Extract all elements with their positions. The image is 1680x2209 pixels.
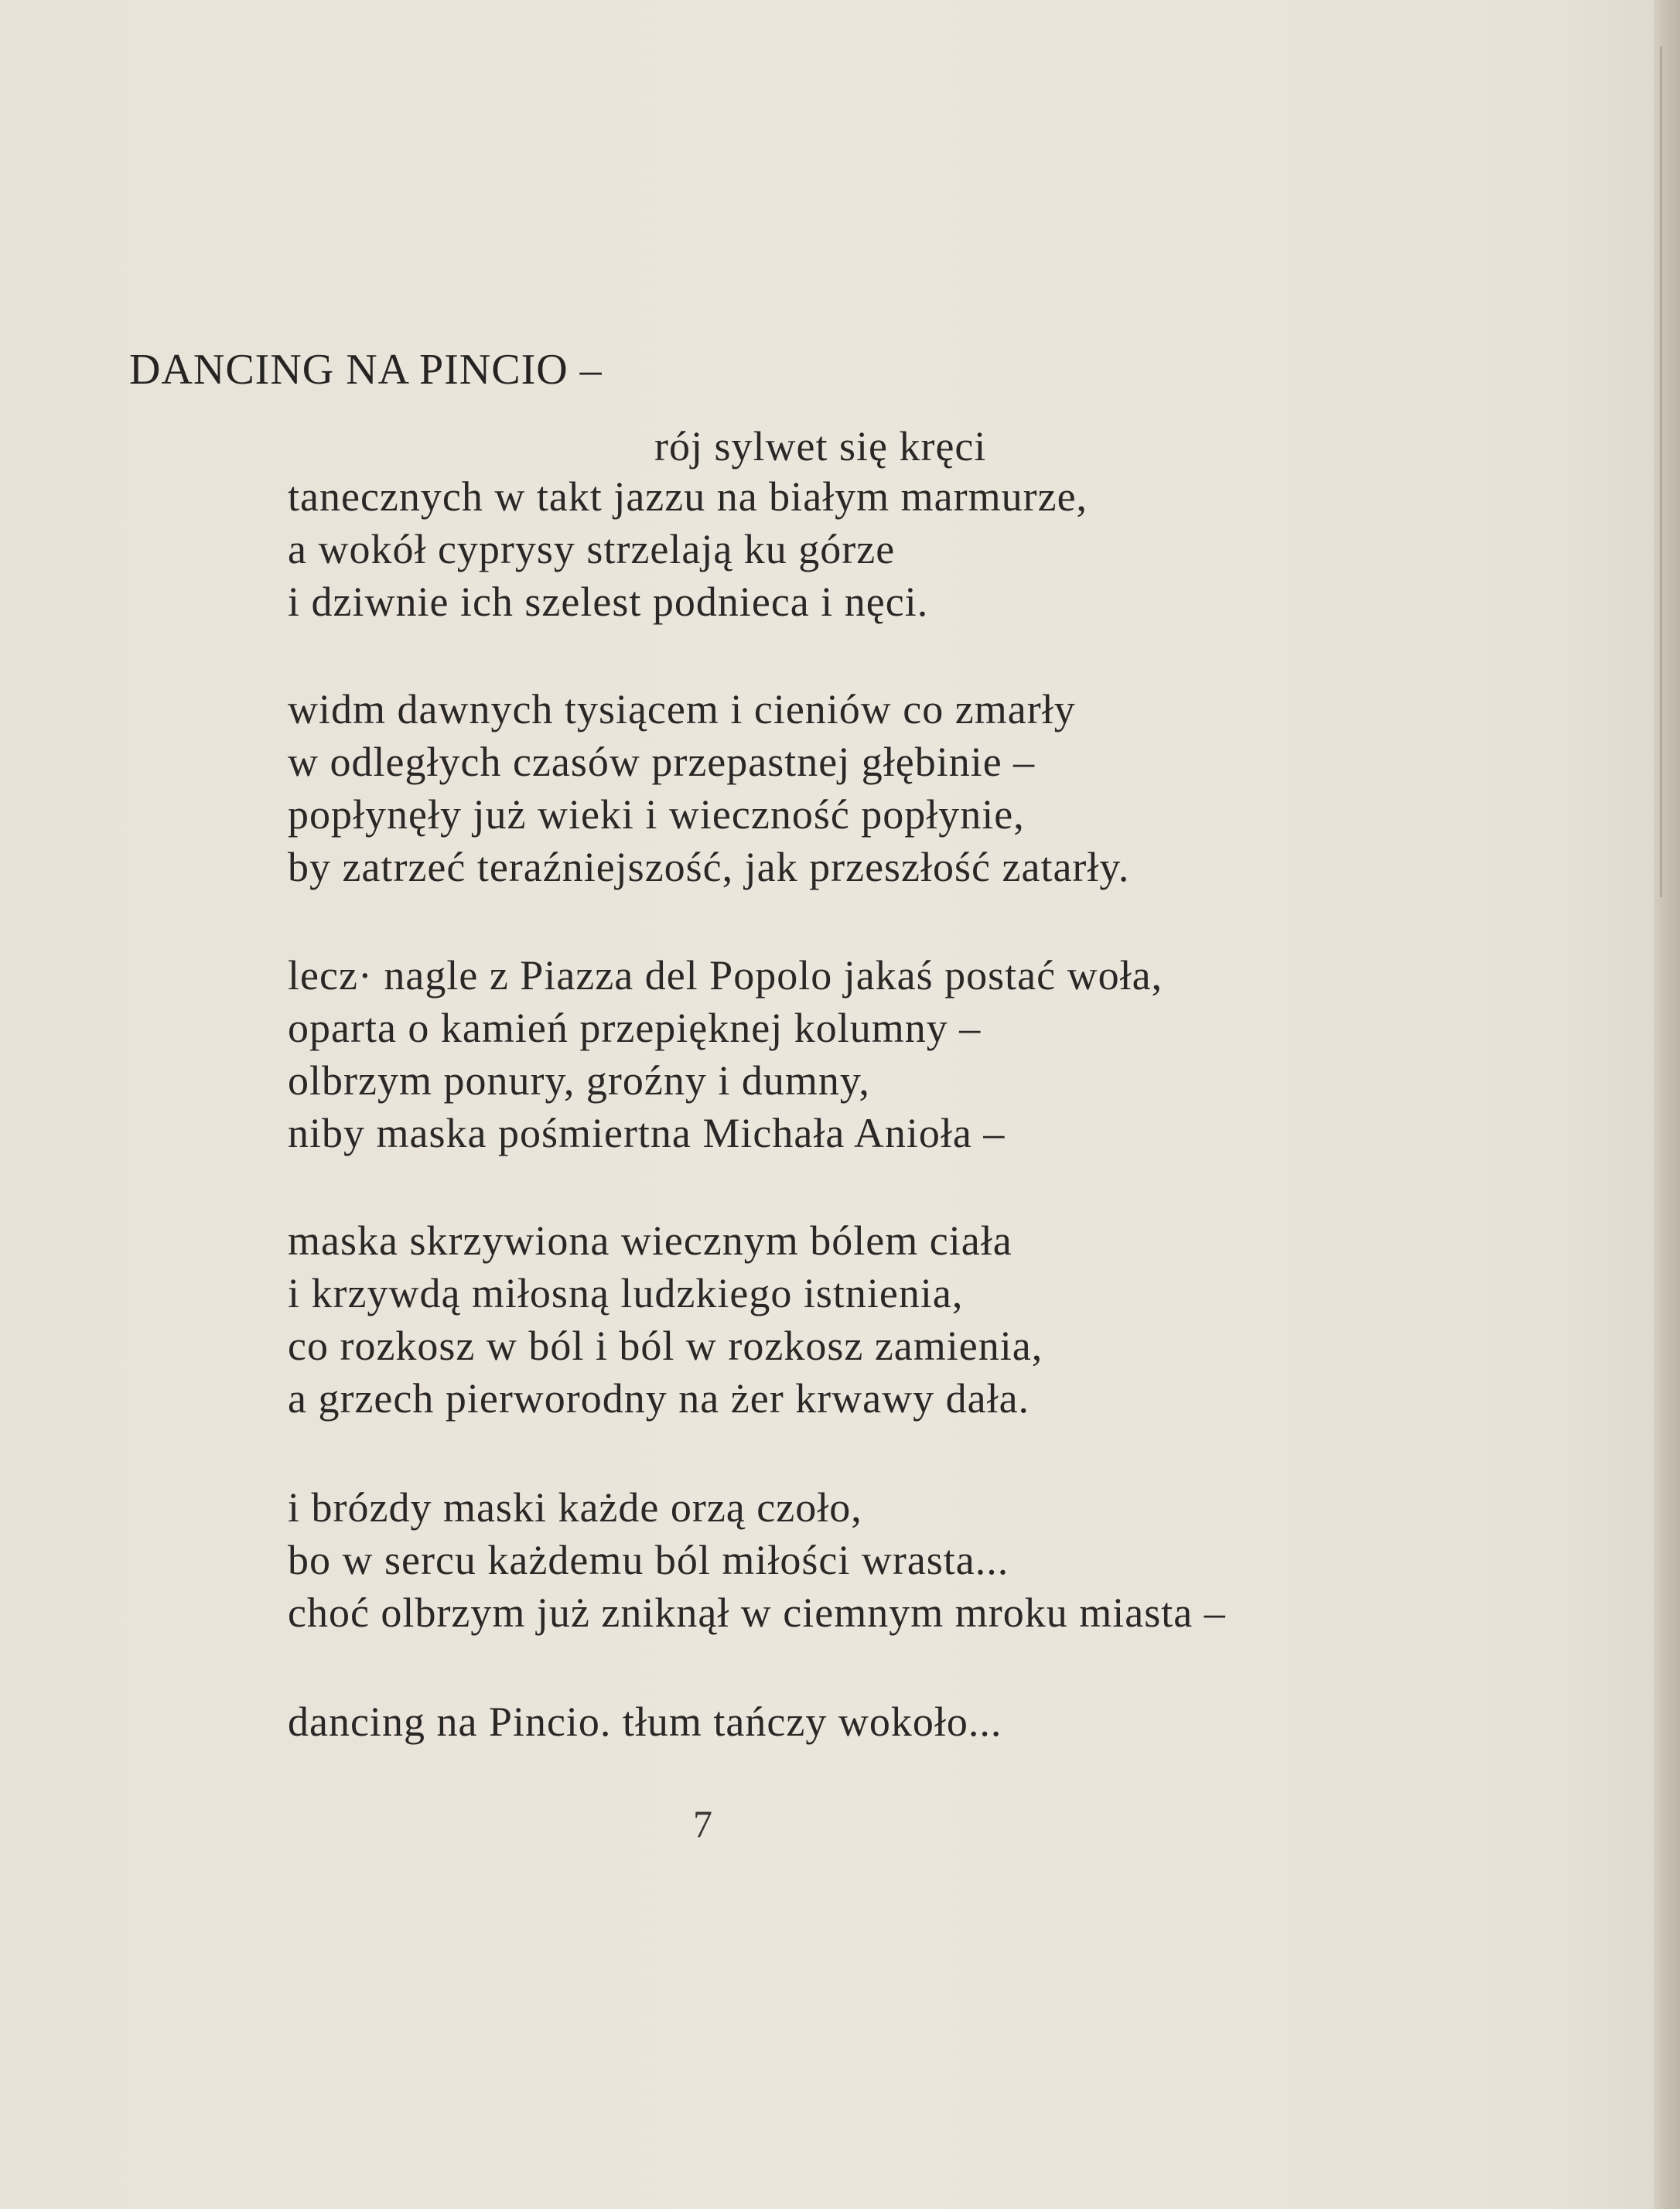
poem-line: maska skrzywiona wiecznym bólem ciała — [288, 1217, 1012, 1264]
stanza-6 — [288, 1695, 1002, 1748]
poem-line: tanecznych w takt jazzu na białym marmurze, — [288, 473, 1088, 520]
stanza-1 — [288, 470, 1088, 628]
stanza-4 — [288, 1214, 1043, 1425]
poem-first-line: rój sylwet się kręci — [654, 423, 987, 469]
poem-line: co rozkosz w ból i ból w rozkosz zamienia, — [288, 1323, 1043, 1369]
poem-line: i krzywdą miłosną ludzkiego istnienia, — [288, 1270, 964, 1316]
poem-title: DANCING NA PINCIO – — [129, 346, 603, 394]
poem-line: choć olbrzym już zniknął w ciemnym mroku miasta – — [288, 1589, 1226, 1636]
poem-line: niby maska pośmiertna Michała Anioła – — [288, 1110, 1006, 1156]
poem-line: lecz· nagle z Piazza del Popolo jakaś postać woła, — [288, 952, 1163, 999]
poem-line: bo w sercu każdemu ból miłości wrasta... — [288, 1537, 1009, 1583]
poem-line: a grzech pierworodny na żer krwawy dała. — [288, 1375, 1030, 1422]
stanza-3 — [288, 949, 1163, 1159]
poem-line: w odległych czasów przepastnej głębinie – — [288, 739, 1036, 785]
page-edge-shadow — [1660, 46, 1662, 897]
poem-line: oparta o kamień przepięknej kolumny – — [288, 1005, 982, 1051]
stanza-5 — [288, 1481, 1226, 1639]
poem-line: a wokół cyprysy strzelają ku górze — [288, 526, 896, 572]
stanza-2 — [288, 683, 1129, 893]
poem-line: popłynęły już wieki i wieczność popłynie, — [288, 791, 1025, 838]
poem-line: i dziwnie ich szelest podnieca i nęci. — [288, 579, 929, 625]
page-edge — [1654, 0, 1680, 2209]
poem-line: dancing na Pincio. tłum tańczy wokoło... — [288, 1699, 1002, 1745]
poem-line: widm dawnych tysiącem i cieniów co zmarły — [288, 686, 1076, 732]
poem-line: by zatrzeć teraźniejszość, jak przeszłość zatarły. — [288, 844, 1130, 890]
poem-line: olbrzym ponury, groźny i dumny, — [288, 1057, 870, 1104]
poem-line: i brózdy maski każde orzą czoło, — [288, 1484, 862, 1531]
page-number: 7 — [693, 1802, 712, 1845]
